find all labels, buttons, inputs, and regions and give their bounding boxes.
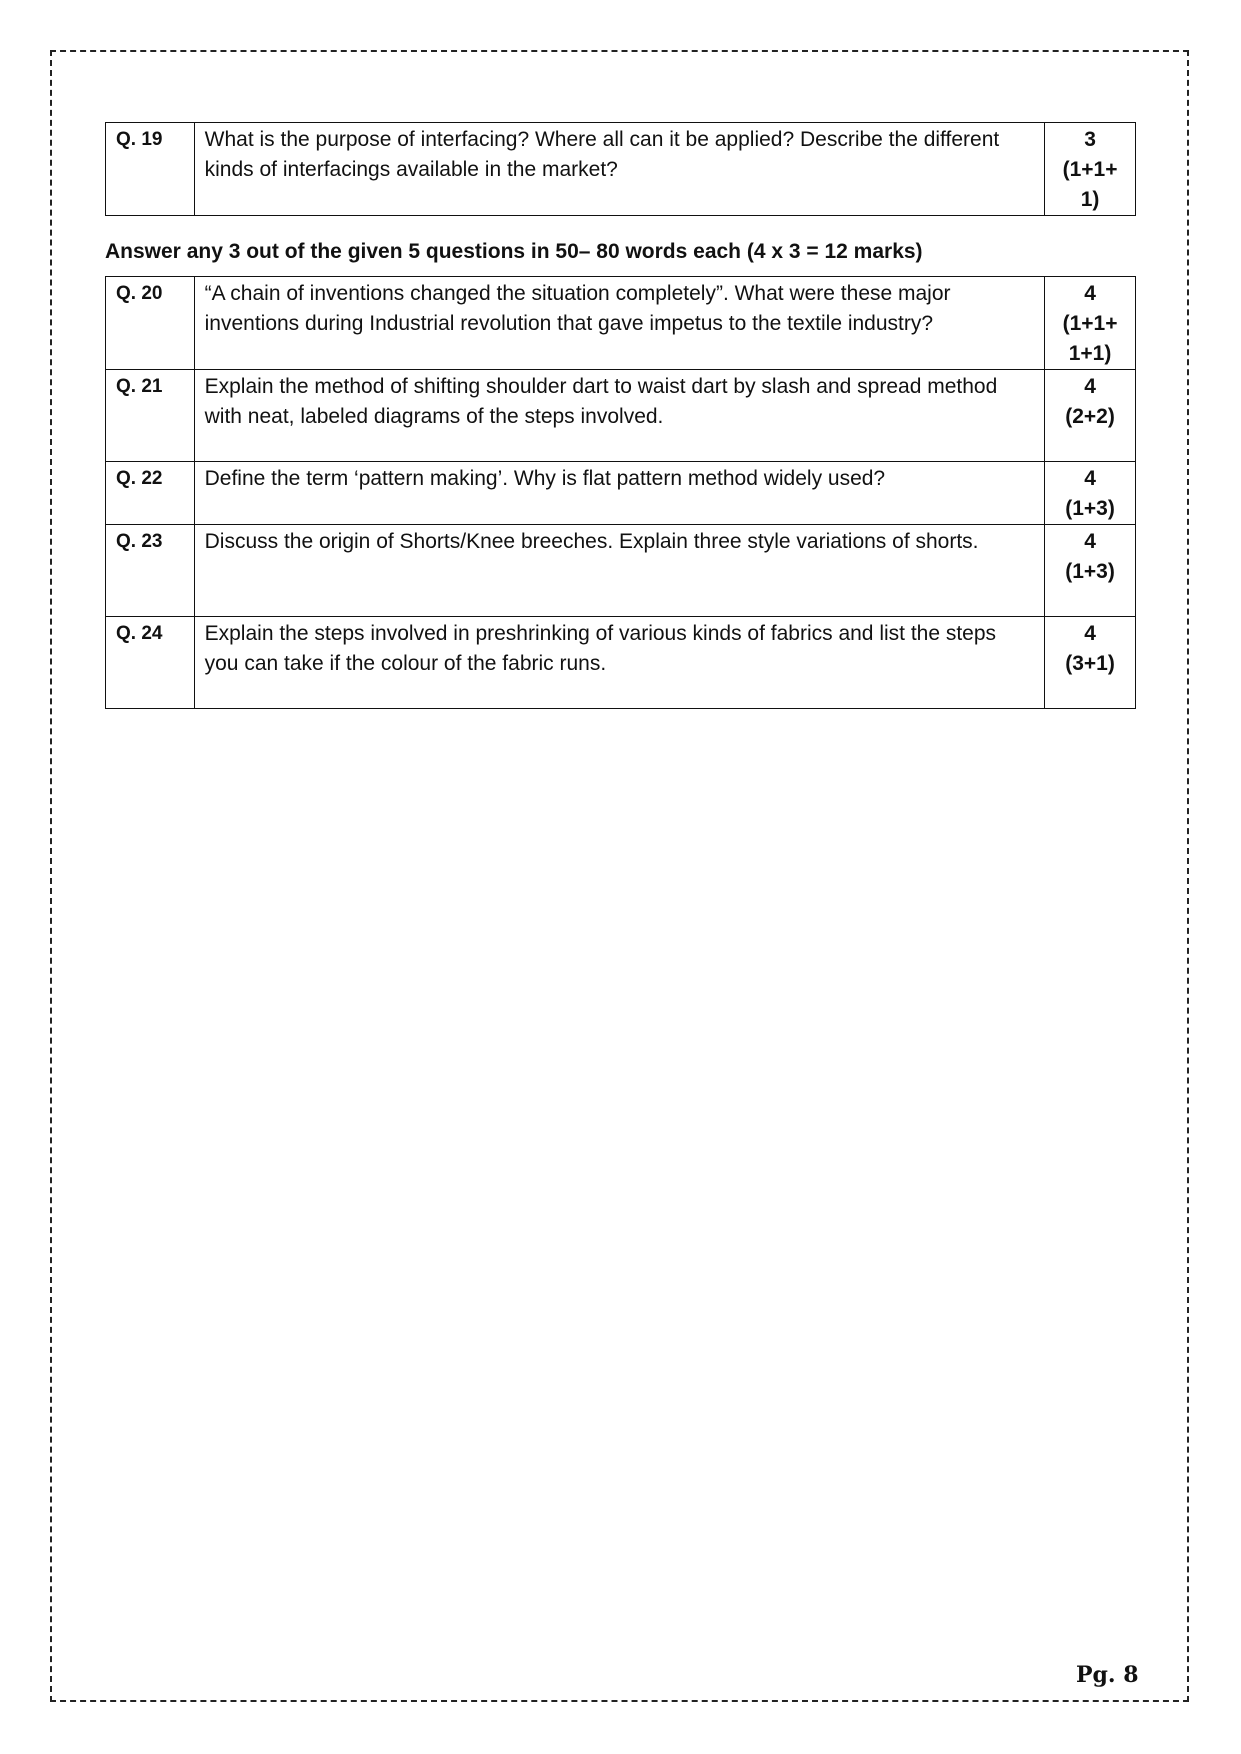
marks-total: 4 bbox=[1084, 282, 1096, 305]
marks-cell bbox=[1045, 277, 1136, 370]
marks-total: 4 bbox=[1084, 375, 1096, 398]
marks-cell bbox=[1045, 462, 1136, 525]
question-row-q19 bbox=[106, 123, 1136, 216]
marks-cell bbox=[1045, 370, 1136, 462]
question-text: What is the purpose of interfacing? Where all can it be applied? Describe the different kinds of interfacings available in the market? bbox=[194, 123, 1044, 216]
marks-cell bbox=[1045, 617, 1136, 709]
question-row-q22 bbox=[106, 462, 1136, 525]
question-number: Q. 20 bbox=[106, 277, 195, 370]
question-number: Q. 19 bbox=[106, 123, 195, 216]
question-number: Q. 24 bbox=[106, 617, 195, 709]
marks-breakdown: 1+1) bbox=[1068, 342, 1112, 365]
question-number: Q. 22 bbox=[106, 462, 195, 525]
question-row-q23 bbox=[106, 525, 1136, 617]
marks-breakdown: (1+3) bbox=[1065, 497, 1115, 520]
question-text: Define the term ‘pattern making’. Why is flat pattern method widely used? bbox=[194, 462, 1044, 525]
question-text: Discuss the origin of Shorts/Knee breeches. Explain three style variations of shorts. bbox=[194, 525, 1044, 617]
question-table-q19 bbox=[105, 122, 1136, 216]
question-row-q21 bbox=[106, 370, 1136, 462]
marks-breakdown: (1+1+ bbox=[1062, 312, 1118, 335]
marks-cell bbox=[1045, 123, 1136, 216]
question-text: “A chain of inventions changed the situation completely”. What were these major inventions during Industrial revolution that gave impetus to the textile industry? bbox=[194, 277, 1044, 370]
marks-breakdown: (3+1) bbox=[1065, 652, 1115, 675]
question-number: Q. 23 bbox=[106, 525, 195, 617]
marks-breakdown: 1) bbox=[1080, 188, 1100, 211]
marks-cell bbox=[1045, 525, 1136, 617]
question-row-q20 bbox=[106, 277, 1136, 370]
marks-breakdown: (1+1+ bbox=[1062, 158, 1118, 181]
page-number: Pg. 8 bbox=[1076, 1662, 1139, 1688]
question-text: Explain the method of shifting shoulder dart to waist dart by slash and spread method with neat, labeled diagrams of the steps involved. bbox=[194, 370, 1044, 462]
question-number: Q. 21 bbox=[106, 370, 195, 462]
marks-total: 4 bbox=[1084, 530, 1096, 553]
section-heading: Answer any 3 out of the given 5 questions in 50– 80 words each (4 x 3 = 12 marks) bbox=[105, 240, 923, 263]
question-text: Explain the steps involved in preshrinking of various kinds of fabrics and list the steps you can take if the colour of the fabric runs. bbox=[194, 617, 1044, 709]
question-row-q24 bbox=[106, 617, 1136, 709]
marks-total: 3 bbox=[1084, 128, 1096, 151]
question-table-q20-q24 bbox=[105, 276, 1136, 709]
marks-total: 4 bbox=[1084, 622, 1096, 645]
marks-breakdown: (1+3) bbox=[1065, 560, 1115, 583]
marks-total: 4 bbox=[1084, 467, 1096, 490]
marks-breakdown: (2+2) bbox=[1065, 405, 1115, 428]
